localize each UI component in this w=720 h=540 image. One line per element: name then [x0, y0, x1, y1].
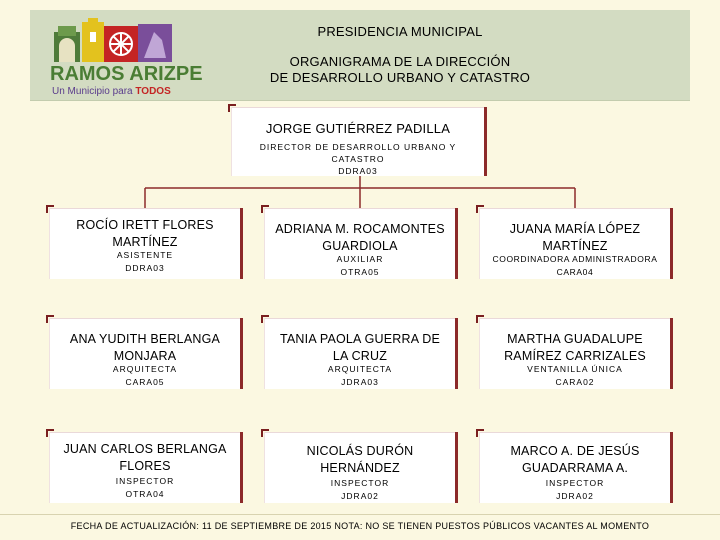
box-accent: [476, 429, 484, 437]
staff-name: [269, 221, 451, 255]
staff-role-title: INSPECTOR: [545, 478, 605, 488]
staff-role-code: JDRA02: [556, 491, 594, 501]
staff-name-line-1: TANIA PAOLA GUERRA DE: [279, 332, 441, 346]
staff-name: [54, 441, 236, 475]
staff-role-title: INSPECTOR: [115, 476, 175, 486]
staff-role-title: COORDINADORA ADMINISTRADORA: [492, 254, 658, 264]
staff-name-line-2: MARTÍNEZ: [542, 239, 608, 253]
staff-role-code: JDRA02: [341, 491, 379, 501]
box-accent: [228, 104, 236, 112]
staff-name-line-2: GUARDIOLA: [322, 239, 398, 253]
box-accent: [46, 429, 54, 437]
staff-role-code: CARA04: [556, 267, 594, 277]
staff-name: [484, 443, 666, 477]
svg-text:RAMOS ARIZPE: RAMOS ARIZPE: [50, 63, 203, 85]
staff-role: [269, 477, 451, 503]
staff-name-line-1: ADRIANA M. ROCAMONTES: [275, 222, 445, 236]
staff-role: [269, 253, 451, 279]
staff-name: [484, 221, 666, 255]
staff-name-line-1: JUANA MARÍA LÓPEZ: [509, 222, 641, 236]
staff-box: [480, 208, 670, 279]
chart-title-line-1: ORGANIGRAMA DE LA DIRECCIÓN: [289, 54, 511, 69]
staff-role: [484, 477, 666, 503]
staff-box: [50, 208, 240, 279]
staff-name-line-2: LA CRUZ: [332, 349, 388, 363]
box-accent: [261, 429, 269, 437]
staff-role: [484, 253, 666, 279]
staff-role-code: DDRA03: [125, 263, 165, 273]
staff-box: [265, 318, 455, 389]
staff-role: [269, 363, 451, 389]
box-accent: [261, 205, 269, 213]
staff-role: [54, 249, 236, 275]
staff-name-line-2: MARTÍNEZ: [112, 235, 178, 249]
staff-name: [484, 331, 666, 365]
director-name: JORGE GUTIÉRREZ PADILLA: [265, 121, 451, 136]
staff-box: [265, 432, 455, 503]
director-code: DDRA03: [338, 166, 378, 176]
staff-name-line-1: MARCO A. DE JESÚS: [510, 444, 640, 458]
staff-role: [54, 363, 236, 389]
staff-role: [54, 475, 236, 501]
staff-name-line-2: HERNÁNDEZ: [320, 461, 400, 475]
director-box: [232, 107, 484, 176]
staff-name: [54, 217, 236, 251]
staff-name-line-2: MONJARA: [113, 349, 177, 363]
staff-name-line-1: MARTHA GUADALUPE: [507, 332, 643, 346]
staff-name-line-2: GUADARRAMA A.: [521, 461, 629, 475]
staff-name: [269, 331, 451, 365]
staff-box: [50, 432, 240, 503]
staff-role-code: JDRA03: [341, 377, 379, 387]
staff-box: [50, 318, 240, 389]
staff-name-line-1: ANA YUDITH BERLANGA: [69, 332, 221, 346]
staff-role-title: ARQUITECTA: [112, 364, 178, 374]
box-accent: [46, 205, 54, 213]
staff-role-title: ASISTENTE: [116, 250, 174, 260]
chart-title-line-2: DE DESARROLLO URBANO Y CATASTRO: [269, 70, 531, 85]
staff-role-title: AUXILIAR: [336, 254, 384, 264]
staff-name: [269, 443, 451, 477]
director-role-line-1: DIRECTOR DE DESARROLLO URBANO Y: [259, 142, 457, 152]
staff-role-title: ARQUITECTA: [327, 364, 393, 374]
director-role-line-2: CATASTRO: [331, 154, 385, 164]
staff-name-line-1: JUAN CARLOS BERLANGA: [63, 442, 227, 456]
box-accent: [476, 205, 484, 213]
staff-box: [265, 208, 455, 279]
page-title: PRESIDENCIA MUNICIPAL: [317, 24, 483, 39]
box-accent: [46, 315, 54, 323]
footer-note: FECHA DE ACTUALIZACIÓN: 11 DE SEPTIEMBRE DE 2015 NOTA: NO SE TIENEN PUESTOS PÚBLICOS VACANTES AL MOMENTO: [0, 514, 720, 537]
staff-name-line-2: RAMÍREZ CARRIZALES: [504, 349, 646, 363]
staff-role-code: CARA02: [555, 377, 595, 387]
box-accent: [261, 315, 269, 323]
staff-name-line-1: ROCÍO IRETT FLORES: [76, 218, 214, 232]
staff-box: [480, 318, 670, 389]
svg-text:Un Municipio para TODOS: Un Municipio para TODOS: [52, 86, 171, 97]
staff-name-line-1: NICOLÁS DURÓN: [306, 444, 414, 458]
staff-role-title: VENTANILLA ÚNICA: [527, 364, 623, 374]
staff-role-title: INSPECTOR: [330, 478, 390, 488]
director-role: [236, 141, 480, 177]
box-accent: [476, 315, 484, 323]
staff-role: [484, 363, 666, 389]
staff-role-code: OTRA05: [340, 267, 380, 277]
staff-box: [480, 432, 670, 503]
staff-name: [54, 331, 236, 365]
staff-role-code: OTRA04: [125, 489, 165, 499]
staff-name-line-2: FLORES: [119, 459, 171, 473]
staff-role-code: CARA05: [125, 377, 165, 387]
